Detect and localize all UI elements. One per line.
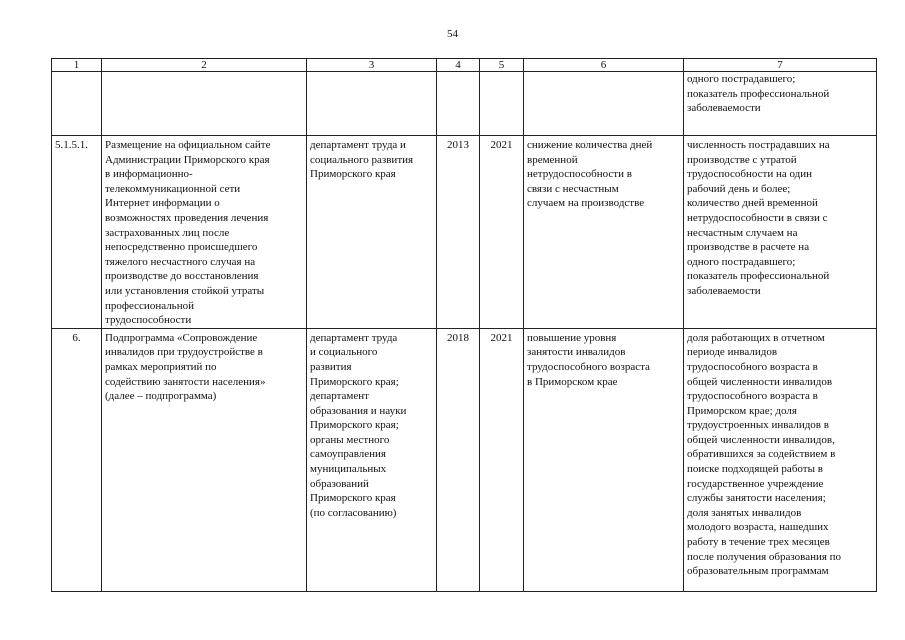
end-year: [480, 72, 524, 136]
measure-name: [102, 72, 307, 136]
column-header: 2: [102, 59, 307, 72]
table-row: [52, 72, 877, 136]
executor: [307, 72, 437, 136]
start-year: 2013: [437, 136, 480, 329]
page-number: 54: [447, 28, 458, 40]
column-header: 6: [524, 59, 684, 72]
row-number: 5.1.5.1.: [52, 136, 102, 329]
column-header: 7: [684, 59, 877, 72]
table-row: [52, 328, 877, 591]
header-row: [52, 59, 877, 72]
table-row: [52, 136, 877, 329]
indicator: численность пострадавших на производстве с утратой трудоспособности на один рабочий день и более; количество дней временной нетрудоспособности в связи с несчастным случаем на производстве в расчете на одного пострадавшего; показатель профессиональной заболеваемости: [684, 136, 877, 329]
row-number: 6.: [52, 328, 102, 591]
row-number: [52, 72, 102, 136]
column-header: 4: [437, 59, 480, 72]
start-year: 2018: [437, 328, 480, 591]
executor: департамент труда и социального развития Приморского края: [307, 136, 437, 329]
column-header: 5: [480, 59, 524, 72]
start-year: [437, 72, 480, 136]
expected-result: снижение количества дней временной нетрудоспособности в связи с несчастным случаем на производстве: [524, 136, 684, 329]
end-year: 2021: [480, 328, 524, 591]
column-header: 1: [52, 59, 102, 72]
column-header: 3: [307, 59, 437, 72]
measure-name: Подпрограмма «Сопровождение инвалидов при трудоустройстве в рамках мероприятий по содействию занятости населения» (далее – подпрограмма): [102, 328, 307, 591]
indicator: доля работающих в отчетном периоде инвалидов трудоспособного возраста в общей численности инвалидов трудоспособного возраста в Приморском крае; доля трудоустроенных инвалидов в общей численности инвалидов, обратившихся за содействием в поиске подходящей работы в государственное учреждение службы занятости населения; доля занятых инвалидов молодого возраста, нашедших работу в течение трех месяцев после получения образования по образовательным программам: [684, 328, 877, 591]
measures-table: [51, 58, 877, 592]
executor: департамент труда и социального развития Приморского края; департамент образования и науки Приморского края; органы местного самоуправления муниципальных образований Приморского края (по согласованию): [307, 328, 437, 591]
end-year: 2021: [480, 136, 524, 329]
expected-result: [524, 72, 684, 136]
measure-name: Размещение на официальном сайте Администрации Приморского края в информационно- телекоммуникационной сети Интернет информации о возможностях проведения лечения застрахованных лиц после непосредственно происшедшего тяжелого несчастного случая на производстве до восстановления или установления стойкой утраты профессиональной трудоспособности: [102, 136, 307, 329]
indicator: одного пострадавшего; показатель профессиональной заболеваемости: [684, 72, 877, 136]
expected-result: повышение уровня занятости инвалидов трудоспособного возраста в Приморском крае: [524, 328, 684, 591]
